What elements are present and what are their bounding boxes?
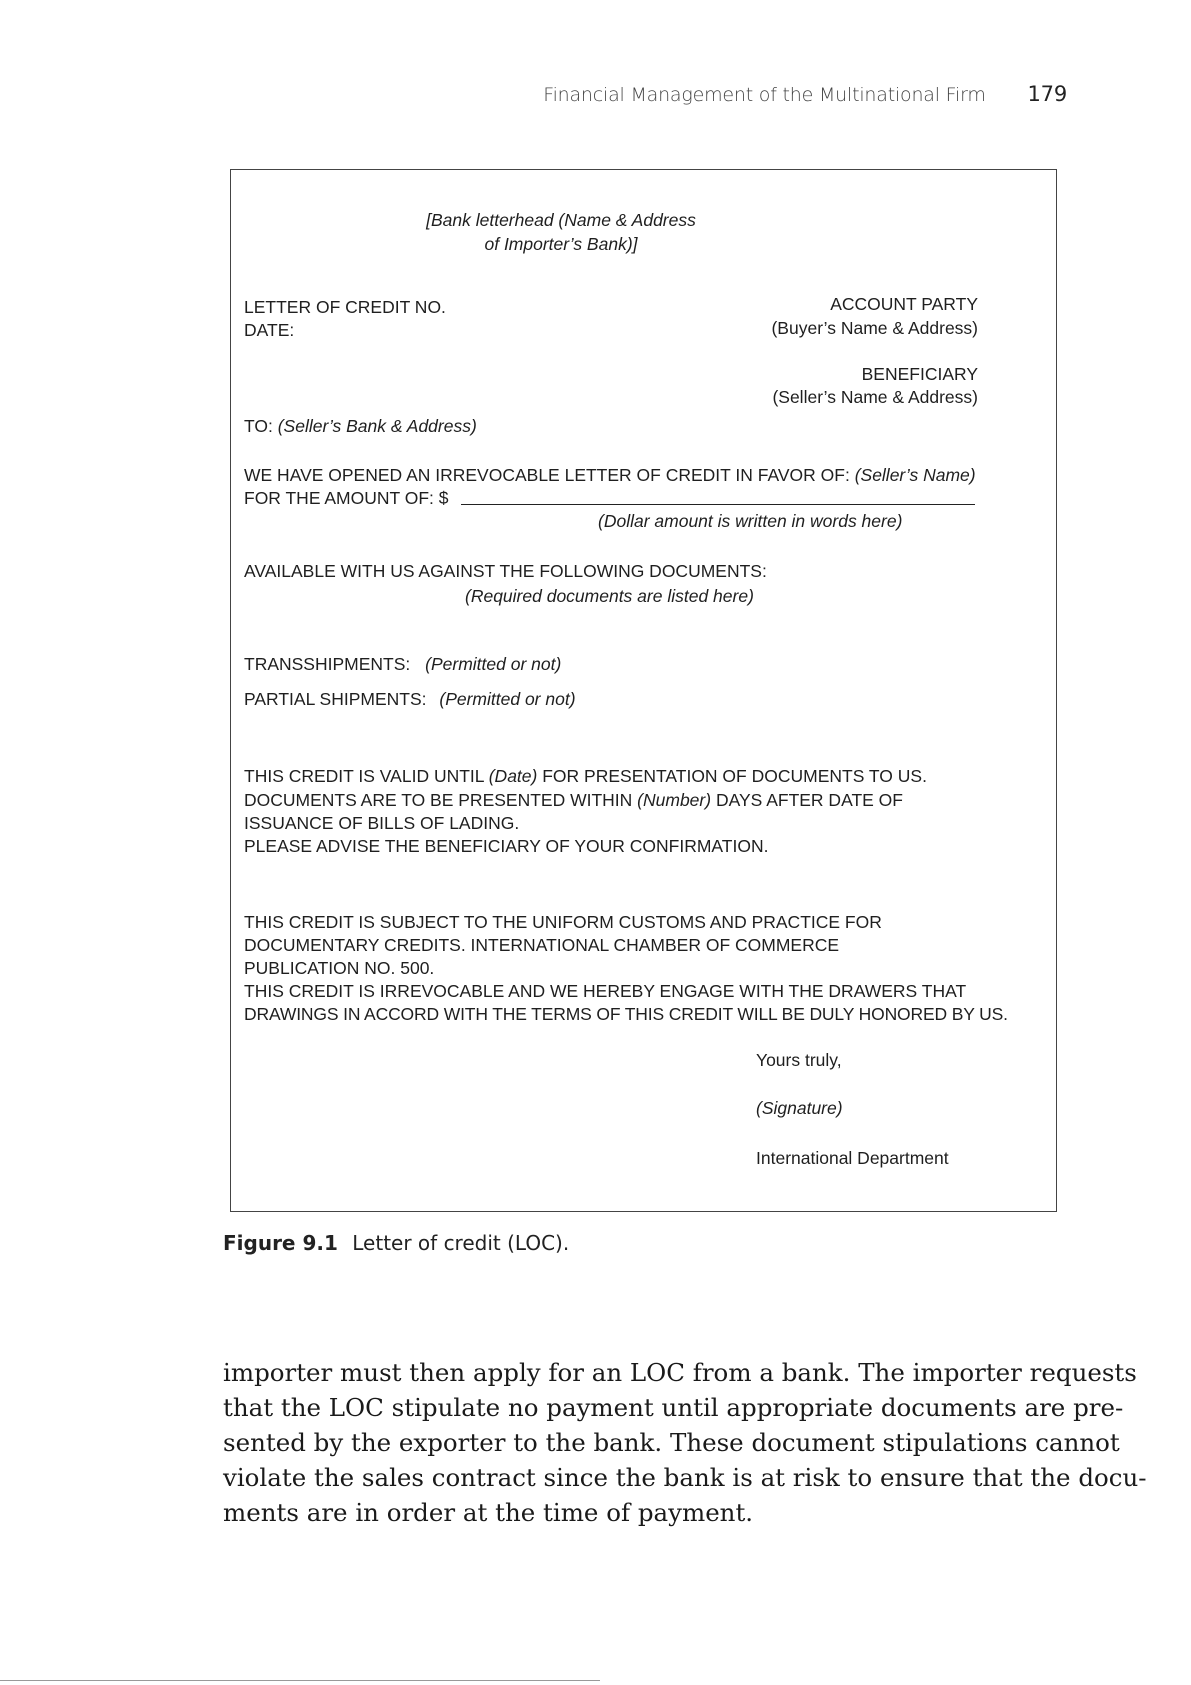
available-text: AVAILABLE WITH US AGAINST THE FOLLOWING DOCUMENTS: [244,561,767,581]
documents-note: (Required documents are listed here) [465,586,754,606]
account-party-detail: (Buyer’s Name & Address) [771,318,978,338]
irrevocable-line-2: DRAWINGS IN ACCORD WITH THE TERMS OF THIS CREDIT WILL BE DULY HONORED BY US. [244,1004,1008,1024]
body-line-3: sented by the exporter to the bank. These document stipulations cannot [223,1428,1120,1457]
opened-line [244,467,976,485]
body-line-2: that the LOC stipulate no payment until appropriate documents are pre- [223,1393,1124,1422]
advise-text: PLEASE ADVISE THE BENEFICIARY OF YOUR CONFIRMATION. [244,836,769,856]
account-party-label: ACCOUNT PARTY [830,294,978,314]
partial-shipments-label: PARTIAL SHIPMENTS: [244,689,427,709]
amount-underline [461,504,975,505]
opened-text: WE HAVE OPENED AN IRREVOCABLE LETTER OF CREDIT IN FAVOR OF: [244,465,850,485]
partial-shipments-line [244,691,576,709]
loc-number-label: LETTER OF CREDIT NO. [244,297,446,317]
present-number: (Number) [637,790,712,810]
valid-date: (Date) [488,766,538,786]
department: International Department [756,1148,949,1168]
present-line [244,792,903,810]
running-head [0,82,1067,106]
subject-line-3: PUBLICATION NO. 500. [244,958,435,978]
running-head-title: Financial Management of the Multinational Firm [543,84,986,106]
body-line-5: ments are in order at the time of payment. [223,1498,754,1527]
subject-line-2: DOCUMENTARY CREDITS. INTERNATIONAL CHAMBER OF COMMERCE [244,935,840,955]
partial-shipments-value: (Permitted or not) [439,689,576,709]
transshipments-value: (Permitted or not) [425,654,562,674]
letter-of-credit-figure [230,169,1057,1212]
amount-note: (Dollar amount is written in words here) [598,511,903,531]
date-label: DATE: [244,320,295,340]
signature: (Signature) [756,1098,843,1118]
transshipments-label: TRANSSHIPMENTS: [244,654,411,674]
page-number: 179 [1027,82,1067,106]
valid-pre: THIS CREDIT IS VALID UNTIL [244,766,484,786]
irrevocable-line-1: THIS CREDIT IS IRREVOCABLE AND WE HEREBY ENGAGE WITH THE DRAWERS THAT [244,981,967,1001]
present-pre: DOCUMENTS ARE TO BE PRESENTED WITHIN [244,790,633,810]
body-line-1: importer must then apply for an LOC from a bank. The importer requests [223,1358,1137,1387]
beneficiary-label: BENEFICIARY [861,364,978,384]
letterhead-line-1: [Bank letterhead (Name & Address [426,210,696,230]
body-paragraph [223,1355,1147,1530]
figure-number: Figure 9.1 [223,1231,338,1255]
figure-caption-text: Letter of credit (LOC). [352,1231,570,1255]
valid-line [244,768,927,786]
to-detail: (Seller’s Bank & Address) [277,416,477,436]
transshipments-line [244,656,561,674]
valid-post: FOR PRESENTATION OF DOCUMENTS TO US. [542,766,927,786]
closing: Yours truly, [756,1050,842,1070]
figure-caption [223,1231,569,1255]
present-post: DAYS AFTER DATE OF [715,790,903,810]
bottom-rule [0,1680,600,1681]
to-label: TO: [244,416,273,436]
to-line [244,418,477,436]
subject-line-1: THIS CREDIT IS SUBJECT TO THE UNIFORM CUSTOMS AND PRACTICE FOR [244,912,882,932]
amount-label: FOR THE AMOUNT OF: $ [244,488,449,508]
issuance-text: ISSUANCE OF BILLS OF LADING. [244,813,520,833]
beneficiary-detail: (Seller’s Name & Address) [772,387,978,407]
opened-detail: (Seller’s Name) [854,465,976,485]
body-line-4: violate the sales contract since the bank is at risk to ensure that the docu- [223,1463,1147,1492]
letterhead-line-2: of Importer’s Bank)] [484,234,638,254]
